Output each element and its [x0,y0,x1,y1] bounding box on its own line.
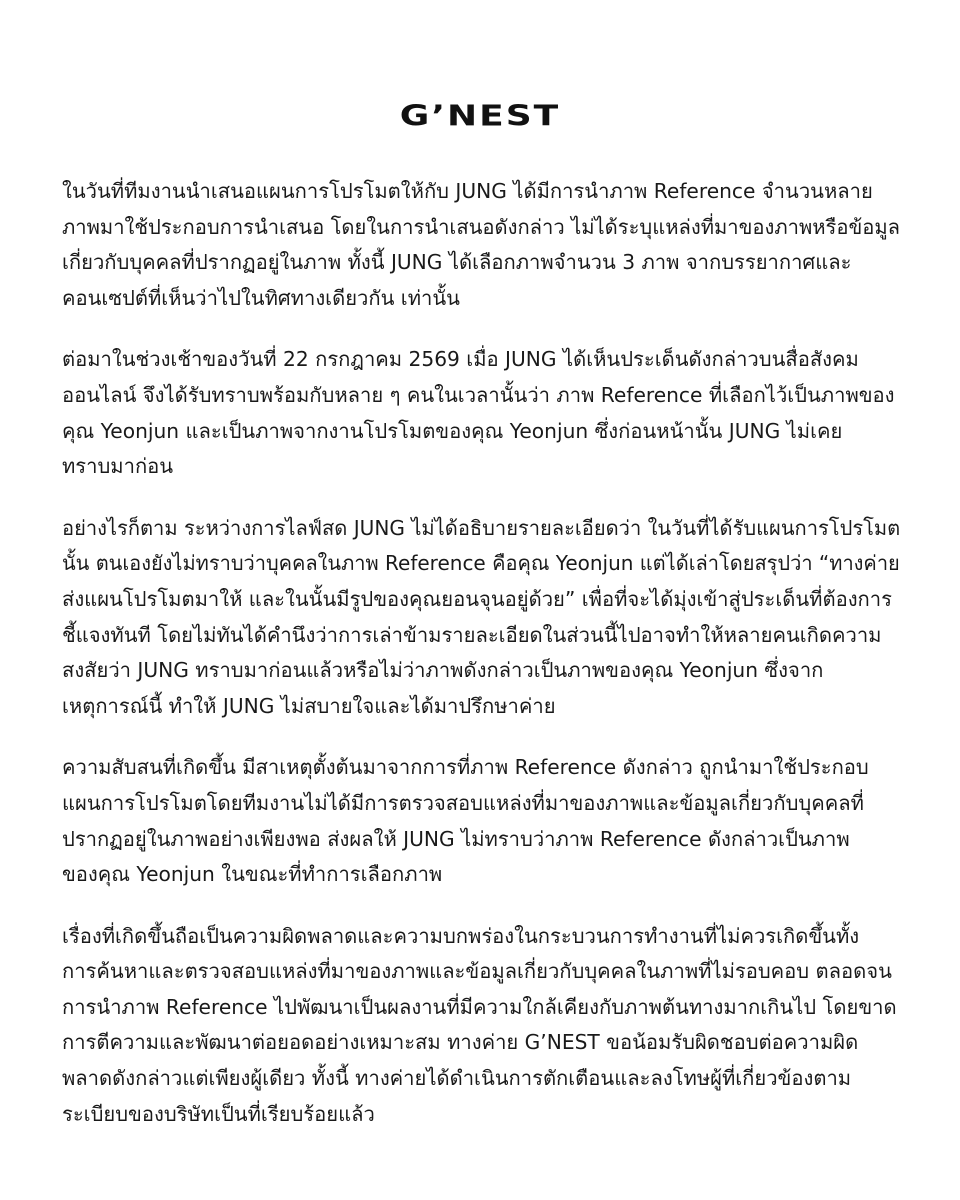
paragraph-line: ของคุณ Yeonjun ในขณะที่ทำการเลือกภาพ [62,862,443,887]
paragraph-line: เรื่องที่เกิดขึ้นถือเป็นความผิดพลาดและความบกพร่องในกระบวนการทำงานที่ไม่ควรเกิดขึ้นทั้ง [62,923,860,948]
paragraph-line: แผนการโปรโมตโดยทีมงานไม่ได้มีการตรวจสอบแหล่งที่มาของภาพและข้อมูลเกี่ยวกับบุคคลที่ [62,790,864,815]
paragraph-line: คอนเซปต์ที่เห็นว่าไปในทิศทางเดียวกัน เท่านั้น [62,285,460,310]
paragraph-line: ชี้แจงทันที โดยไม่ทันได้คำนึงว่าการเล่าข้ามรายละเอียดในส่วนนี้ไปอาจทำให้หลายคนเกิดความ [62,622,882,647]
paragraph-line: ระเบียบของบริษัทเป็นที่เรียบร้อยแล้ว [62,1101,375,1126]
paragraph-line: เหตุการณ์นี้ ทำให้ JUNG ไม่สบายใจและได้มาปรึกษาค่าย [62,693,556,718]
statement-body [62,174,900,1158]
paragraph-line: นั้น ตนเองยังไม่ทราบว่าบุคคลในภาพ Reference คือคุณ Yeonjun แต่ได้เล่าโดยสรุปว่า “ทางค่าย [62,551,900,576]
paragraph-line: อย่างไรก็ตาม ระหว่างการไลฟ์สด JUNG ไม่ได้อธิบายรายละเอียดว่า ในวันที่ได้รับแผนการโปรโมต [62,515,901,540]
paragraph-line: การนำภาพ Reference ไปพัฒนาเป็นผลงานที่มีความใกล้เคียงกับภาพต้นทางมากเกินไป โดยขาด [62,994,897,1019]
paragraph-line: ในวันที่ทีมงานนำเสนอแผนการโปรโมตให้กับ JUNG ได้มีการนำภาพ Reference จำนวนหลาย [62,179,873,203]
paragraph-line: ทราบมาก่อน [62,454,174,479]
paragraph-line: พลาดดังกล่าวแต่เพียงผู้เดียว ทั้งนี้ ทางค่ายได้ดำเนินการตักเตือนและลงโทษผู้ที่เกี่ยวข้องตาม [62,1066,852,1091]
paragraph-1 [62,174,900,316]
paragraph-line: เกี่ยวกับบุคคลที่ปรากฏอยู่ในภาพ ทั้งนี้ JUNG ได้เลือกภาพจำนวน 3 ภาพ จากบรรยากาศและ [62,250,852,275]
paragraph-line: สงสัยว่า JUNG ทราบมาก่อนแล้วหรือไม่ว่าภาพดังกล่าวเป็นภาพของคุณ Yeonjun ซึ่งจาก [62,658,824,683]
paragraph-line: ส่งแผนโปรโมตมาให้ และในนั้นมีรูปของคุณยอนจุนอยู่ด้วย” เพื่อที่จะได้มุ่งเข้าสู่ประเด็นที่ต้องการ [62,586,892,611]
paragraph-2 [62,342,900,484]
paragraph-line: ความสับสนที่เกิดขึ้น มีสาเหตุตั้งต้นมาจากการที่ภาพ Reference ดังกล่าว ถูกนำมาใช้ประกอบ [62,755,869,780]
paragraph-4 [62,750,900,892]
paragraph-line: ต่อมาในช่วงเช้าของวันที่ 22 กรกฎาคม 2569 เมื่อ JUNG ได้เห็นประเด็นดังกล่าวบนสื่อสังคม [62,347,859,372]
paragraph-line: การตีความและพัฒนาต่อยอดอย่างเหมาะสม ทางค่าย G’NEST ขอน้อมรับผิดชอบต่อความผิด [62,1030,859,1055]
brand-logo: G’NEST [399,100,561,133]
paragraph-5 [62,919,900,1133]
paragraph-3 [62,511,900,725]
paragraph-line: การค้นหาและตรวจสอบแหล่งที่มาของภาพและข้อมูลเกี่ยวกับบุคคลในภาพที่ไม่รอบคอบ ตลอดจน [62,959,892,984]
paragraph-line: คุณ Yeonjun และเป็นภาพจากงานโปรโมตของคุณ Yeonjun ซึ่งก่อนหน้านั้น JUNG ไม่เคย [62,418,843,443]
paragraph-line: ปรากฏอยู่ในภาพอย่างเพียงพอ ส่งผลให้ JUNG ไม่ทราบว่าภาพ Reference ดังกล่าวเป็นภาพ [62,826,850,851]
paragraph-line: ภาพมาใช้ประกอบการนำเสนอ โดยในการนำเสนอดังกล่าว ไม่ได้ระบุแหล่งที่มาของภาพหรือข้อมูล [62,214,901,239]
paragraph-line: ออนไลน์ จึงได้รับทราบพร้อมกับหลาย ๆ คนในเวลานั้นว่า ภาพ Reference ที่เลือกไว้เป็นภาพของ [62,382,895,407]
